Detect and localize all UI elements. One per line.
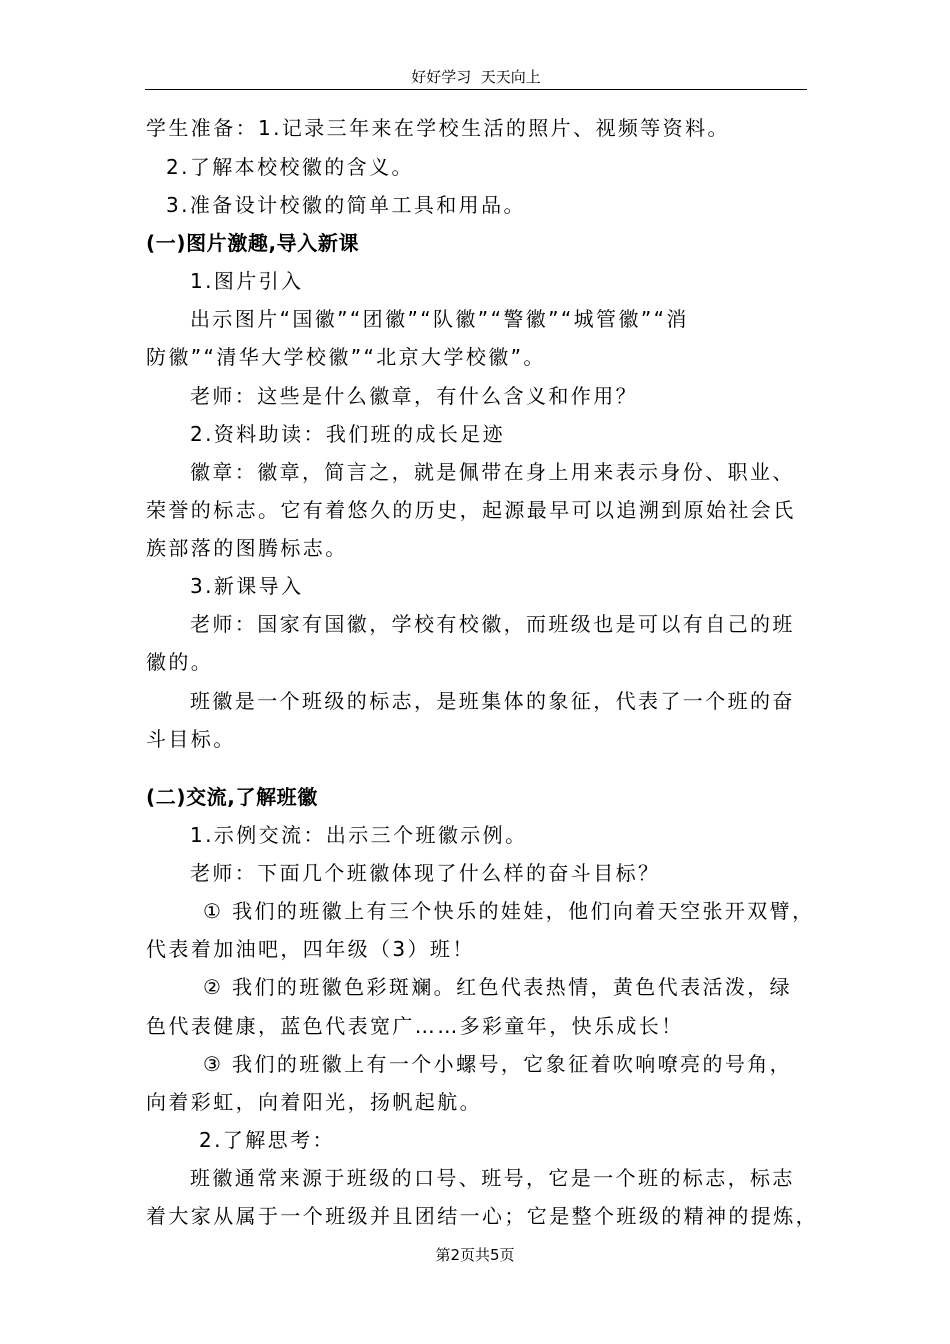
paragraph-line: 出示图片“国徽”“团徽”“队徽”“警徽”“城管徽”“消 — [190, 307, 689, 331]
example-item-3: ③ 我们的班徽上有一个小螺号，它象征着吹响嘹亮的号角， — [203, 1052, 793, 1076]
paragraph-line: 徽章：徽章，简言之，就是佩带在身上用来表示身份、职业、 — [190, 460, 795, 484]
student-prep-line-2: 2.了解本校校徽的含义。 — [166, 155, 414, 179]
paragraph-line: 1.图片引入 — [190, 269, 304, 293]
section-heading-1: (一)图片激趣,导入新课 — [146, 231, 360, 255]
example-item-2: ② 我们的班徽色彩斑斓。红色代表热情，黄色代表活泼，绿 — [203, 975, 793, 999]
paragraph-line: 徽的。 — [146, 650, 214, 674]
section-heading-2: (二)交流,了解班徽 — [146, 785, 318, 809]
example-item-1: ① 我们的班徽上有三个快乐的娃娃，他们向着天空张开双臂， — [203, 899, 815, 923]
paragraph-line: 2.了解思考： — [199, 1128, 335, 1152]
paragraph-line: 色代表健康，蓝色代表宽广……多彩童年，快乐成长！ — [146, 1014, 684, 1038]
paragraph-line: 1.示例交流：出示三个班徽示例。 — [190, 823, 528, 847]
paragraph-line: 向着彩虹，向着阳光，扬帆起航。 — [146, 1090, 482, 1114]
student-prep-line-3: 3.准备设计校徽的简单工具和用品。 — [166, 193, 526, 217]
paragraph-line: 着大家从属于一个班级并且团结一心；它是整个班级的精神的提炼， — [146, 1204, 818, 1228]
paragraph-line: 老师：下面几个班徽体现了什么样的奋斗目标？ — [190, 861, 661, 885]
paragraph-line: 2.资料助读：我们班的成长足迹 — [190, 422, 506, 446]
paragraph-line: 班徽通常来源于班级的口号、班号，它是一个班的标志，标志 — [190, 1166, 795, 1190]
paragraph-line: 班徽是一个班级的标志，是班集体的象征，代表了一个班的奋 — [190, 689, 795, 713]
paragraph-line: 代表着加油吧，四年级（3）班！ — [146, 937, 475, 961]
paragraph-line: 族部落的图腾标志。 — [146, 536, 348, 560]
paragraph-line: 防徽”“清华大学校徽”“北京大学校徽”。 — [146, 345, 546, 369]
header-divider — [145, 89, 807, 90]
paragraph-line: 老师：国家有国徽，学校有校徽，而班级也是可以有自己的班 — [190, 612, 795, 636]
student-prep-line-1: 学生准备：1.记录三年来在学校生活的照片、视频等资料。 — [146, 116, 730, 140]
paragraph-line: 3.新课导入 — [190, 574, 304, 598]
paragraph-line: 老师：这些是什么徽章，有什么含义和作用？ — [190, 384, 638, 408]
page-footer: 第2页共5页 — [435, 1246, 515, 1264]
paragraph-line: 荣誉的标志。它有着悠久的历史，起源最早可以追溯到原始社会氏 — [146, 498, 796, 522]
page-header: 好好学习 天天向上 — [411, 68, 541, 86]
paragraph-line: 斗目标。 — [146, 727, 236, 751]
